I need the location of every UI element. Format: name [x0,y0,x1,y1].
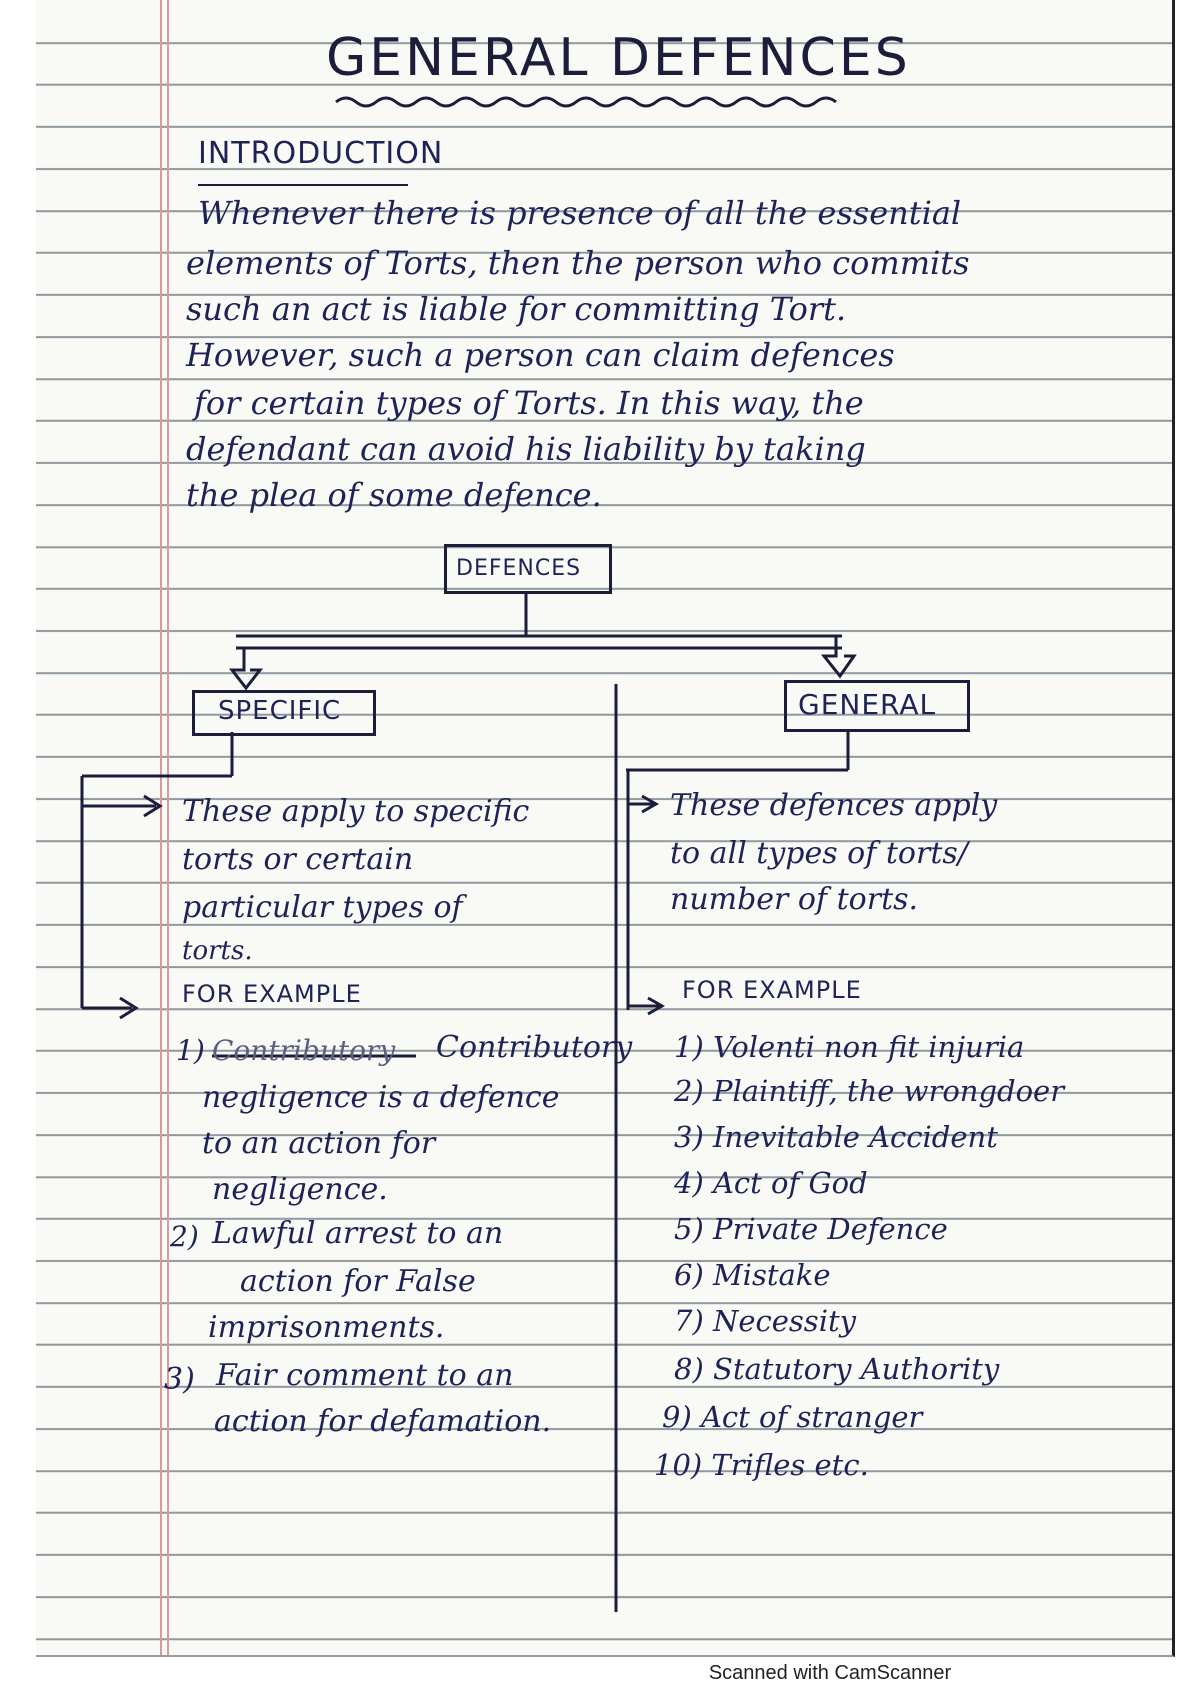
general-example-heading: FOR EXAMPLE [682,976,862,1004]
specific-description-line: particular types of [182,890,463,925]
specific-example-line: imprisonments. [208,1310,445,1345]
specific-example-heading: FOR EXAMPLE [182,980,362,1008]
specific-example-line: action for defamation. [214,1404,552,1439]
general-example-item: 1) Volenti non fit injuria [674,1030,1025,1064]
specific-example-line: Fair comment to an [216,1358,514,1393]
specific-example-line: negligence. [212,1172,388,1207]
page-title: GENERAL DEFENCES [326,28,911,88]
general-example-item: 7) Necessity [674,1304,857,1338]
general-description-line: These defences apply [670,788,998,823]
specific-example-number: 2) [170,1220,199,1253]
intro-line: However, such a person can claim defences [186,336,895,374]
intro-line: the plea of some defence. [186,476,602,514]
general-example-item: 3) Inevitable Accident [674,1120,998,1154]
intro-heading: INTRODUCTION [198,136,444,171]
general-example-item: 2) Plaintiff, the wrongdoer [674,1074,1065,1108]
specific-label: SPECIFIC [218,696,342,726]
general-example-item: 5) Private Defence [674,1212,948,1246]
specific-example-number: 1) [176,1034,205,1067]
intro-line: for certain types of Torts. In this way, the [194,384,864,422]
general-description-line: to all types of torts/ [670,836,968,871]
intro-line: Whenever there is presence of all the essential [198,194,962,232]
specific-description-line: These apply to specific [182,794,530,829]
specific-example-line: action for False [240,1264,476,1299]
specific-example-line: to an action for [202,1126,436,1161]
general-example-item: 10) Trifles etc. [654,1448,869,1482]
intro-line: such an act is liable for committing Tort. [186,290,847,328]
specific-example-line: negligence is a defence [202,1080,560,1115]
specific-example-line: Contributory [436,1030,633,1065]
general-description-line: number of torts. [670,882,919,917]
general-label: GENERAL [798,688,937,721]
specific-example-struck-word: Contributory [212,1034,396,1067]
specific-description-line: torts or certain [182,842,414,877]
defences-root-label: DEFENCES [456,556,582,581]
specific-description-line: torts. [182,936,253,966]
specific-example-number: 3) [164,1362,195,1397]
intro-line: defendant can avoid his liability by taking [186,430,866,468]
specific-example-line: Lawful arrest to an [212,1216,504,1251]
general-example-item: 4) Act of God [674,1166,868,1200]
intro-line: elements of Torts, then the person who commits [186,244,970,282]
general-example-item: 9) Act of stranger [662,1400,923,1434]
notebook-page [36,0,1175,1657]
general-example-item: 6) Mistake [674,1258,831,1292]
scanner-watermark: Scanned with CamScanner [708,1662,952,1684]
general-example-item: 8) Statutory Authority [674,1352,1000,1386]
